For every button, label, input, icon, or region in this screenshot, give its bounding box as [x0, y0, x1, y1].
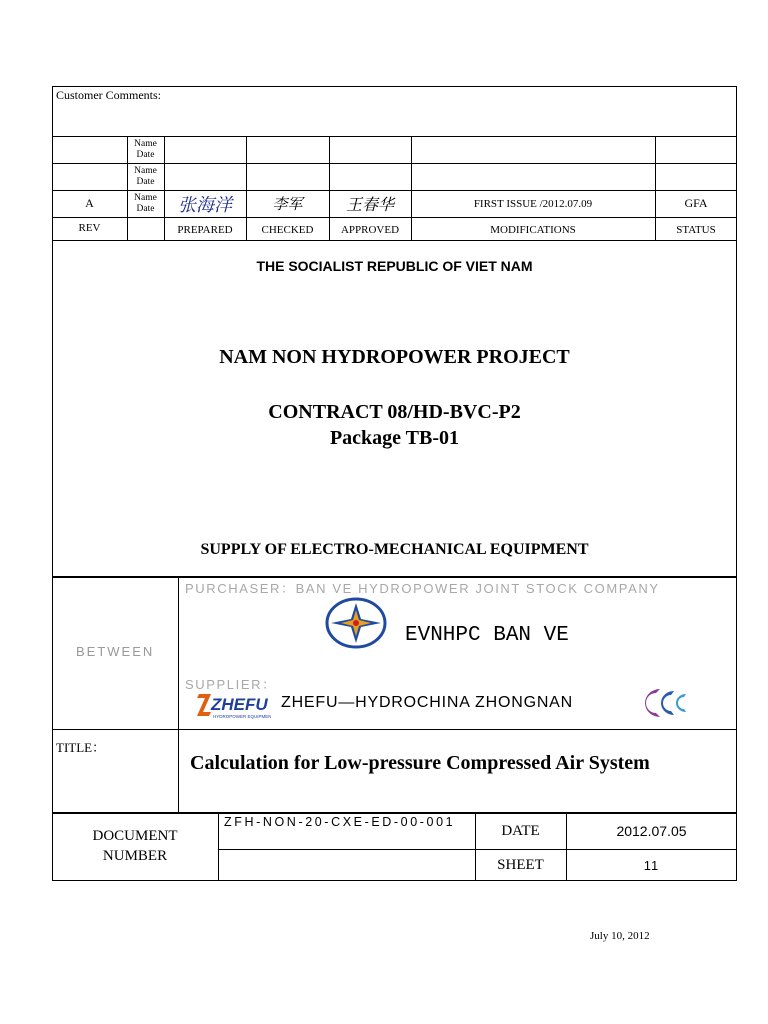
document-label-line1: DOCUMENT	[92, 828, 178, 844]
supply-title: SUPPLY OF ELECTRO-MECHANICAL EQUIPMENT	[200, 541, 589, 558]
modifications-cell: FIRST ISSUE /2012.07.09	[473, 197, 593, 210]
date-label: Date	[136, 149, 155, 160]
zhefu-logo-icon	[197, 690, 271, 720]
status-header: STATUS	[676, 224, 716, 236]
name-date-cell	[127, 136, 164, 163]
name-label: Name	[134, 165, 157, 176]
evn-logo-icon	[325, 597, 387, 649]
approved-header: APPROVED	[340, 224, 400, 236]
checked-header: CHECKED	[261, 224, 314, 236]
purchaser-name: EVNHPC BAN VE	[405, 624, 569, 647]
country-heading: THE SOCIALIST REPUBLIC OF VIET NAM	[256, 258, 533, 274]
date-value: 2012.07.05	[616, 823, 687, 839]
name-label: Name	[134, 192, 157, 203]
zhefu-logo-text: ZHEFU	[211, 695, 268, 714]
checked-signature: 李军	[272, 195, 303, 213]
sheet-label: SHEET	[497, 856, 544, 873]
document-title: Calculation for Low-pressure Compressed Air System	[190, 752, 650, 774]
document-number-label	[52, 826, 218, 866]
document-label-line2: NUMBER	[102, 848, 168, 864]
date-label: Date	[136, 176, 155, 187]
title-label: TITLE：	[56, 740, 106, 755]
between-label: BETWEEN	[76, 644, 155, 659]
customer-comments-label: Customer Comments:	[56, 88, 161, 102]
hydrochina-logo-icon	[626, 685, 692, 721]
prepared-signature: 张海洋	[178, 194, 232, 216]
footer-date: July 10, 2012	[590, 930, 650, 942]
date-label: Date	[136, 203, 155, 214]
project-title: NAM NON HYDROPOWER PROJECT	[219, 345, 570, 368]
document-number-value: ZFH-NON-20-CXE-ED-00-001	[224, 815, 456, 829]
name-date-cell	[127, 163, 164, 190]
name-label: Name	[134, 138, 157, 149]
package-title: Package TB-01	[329, 426, 460, 449]
approved-signature: 王春华	[345, 195, 394, 214]
contract-title: CONTRACT 08/HD-BVC-P2	[268, 400, 521, 423]
prepared-header: PREPARED	[177, 224, 233, 236]
purchaser-label: PURCHASER：BAN VE HYDROPOWER JOINT STOCK COMPANY	[185, 581, 660, 596]
modifications-header: MODIFICATIONS	[490, 224, 576, 236]
rev-a-cell: A	[85, 196, 94, 210]
date-label: DATE	[501, 822, 540, 839]
status-cell: GFA	[684, 196, 708, 210]
rev-header: REV	[78, 222, 101, 234]
sheet-value: 11	[643, 857, 660, 873]
supplier-label: SUPPLIER：	[185, 677, 277, 692]
supplier-name: ZHEFU—HYDROCHINA ZHONGNAN	[281, 694, 574, 711]
name-date-cell	[127, 190, 164, 217]
zhefu-logo-sub: HYDROPOWER EQUIPMENT	[213, 714, 271, 719]
